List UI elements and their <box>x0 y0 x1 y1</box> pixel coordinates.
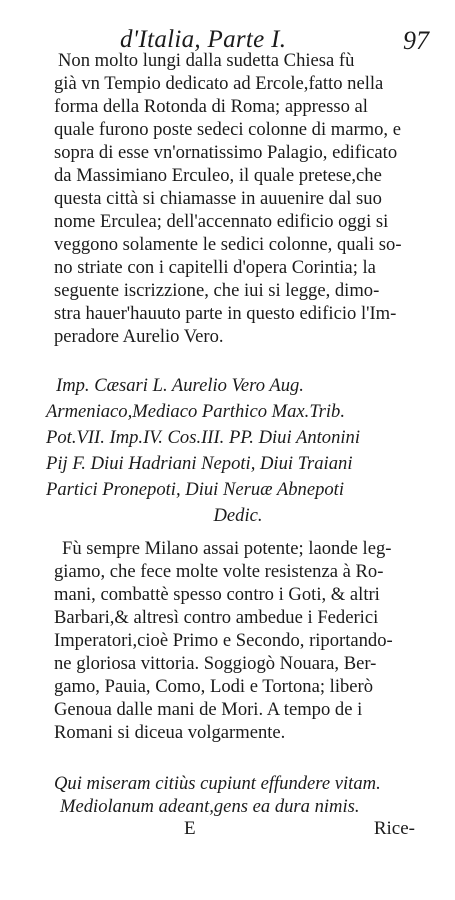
verse-line: Mediolanum adeant,gens ea dura nimis. <box>60 796 360 817</box>
text-line: gamo, Pauia, Como, Lodi e Tortona; liberò <box>54 676 374 697</box>
text-line: seguente iscrizzione, che iui si legge, dimo- <box>54 280 380 301</box>
inscription-line: Partici Pronepoti, Diui Neruæ Abnepoti <box>46 479 344 500</box>
inscription-line: Pot.VII. Imp.IV. Cos.III. PP. Diui Antonini <box>46 427 361 448</box>
text-line: mani, combattè spesso contro i Goti, & altri <box>54 584 380 605</box>
inscription-line: Imp. Cæsari L. Aurelio Vero Aug. <box>56 375 304 396</box>
text-line: ne gloriosa vittoria. Soggiogò Nouara, Ber- <box>54 653 377 674</box>
text-line: no striate con i capitelli d'opera Corintia; la <box>54 257 376 278</box>
text-line: Fù sempre Milano assai potente; laonde leg- <box>62 538 392 559</box>
signature-mark: E <box>184 818 196 839</box>
text-line: Barbari,& altresì contro ambedue i Federici <box>54 607 379 628</box>
text-line: Non molto lungi dalla sudetta Chiesa fù <box>58 50 355 71</box>
text-line: veggono solamente le sedici colonne, quali so- <box>54 234 402 255</box>
inscription-line: Armeniaco,Mediaco Parthico Max.Trib. <box>46 401 345 422</box>
text-line: da Massimiano Erculeo, il quale pretese,che <box>54 165 382 186</box>
text-line: già vn Tempio dedicato ad Ercole,fatto nella <box>54 73 384 94</box>
text-line: Romani si diceua volgarmente. <box>54 722 286 743</box>
text-line: Imperatori,cioè Primo e Secondo, riportando- <box>54 630 393 651</box>
text-line: peradore Aurelio Vero. <box>54 326 224 347</box>
text-line: quale furono poste sedeci colonne di marmo, e <box>54 119 401 140</box>
text-line: questa città si chiamasse in auuenire dal suo <box>54 188 382 209</box>
paragraph-milan-history <box>54 537 418 744</box>
inscription-line: Pij F. Diui Hadriani Nepoti, Diui Traiani <box>46 453 353 474</box>
text-line: giamo, che fece molte volte resistenza à Ro- <box>54 561 384 582</box>
inscription-line: Dedic. <box>213 505 263 526</box>
text-line: nome Erculea; dell'accennato edificio oggi si <box>54 211 389 232</box>
catchword: Rice- <box>373 818 415 839</box>
text-line: sopra di esse vn'ornatissimo Palagio, edificato <box>54 142 398 163</box>
text-line: stra hauer'hauuto parte in questo edificio l'Im- <box>54 303 397 324</box>
latin-verse <box>54 772 434 818</box>
page-number: 97 <box>403 26 429 55</box>
running-head: d'Italia, Parte I. <box>120 26 287 53</box>
text-line: forma della Rotonda di Roma; appresso al <box>54 96 368 117</box>
text-line: Genoua dalle mani de Mori. A tempo de i <box>54 699 363 720</box>
latin-inscription <box>46 373 430 529</box>
page-footer <box>0 818 455 844</box>
verse-line: Qui miseram citiùs cupiunt effundere vitam. <box>54 773 381 794</box>
paragraph-hercules-temple <box>54 49 418 348</box>
